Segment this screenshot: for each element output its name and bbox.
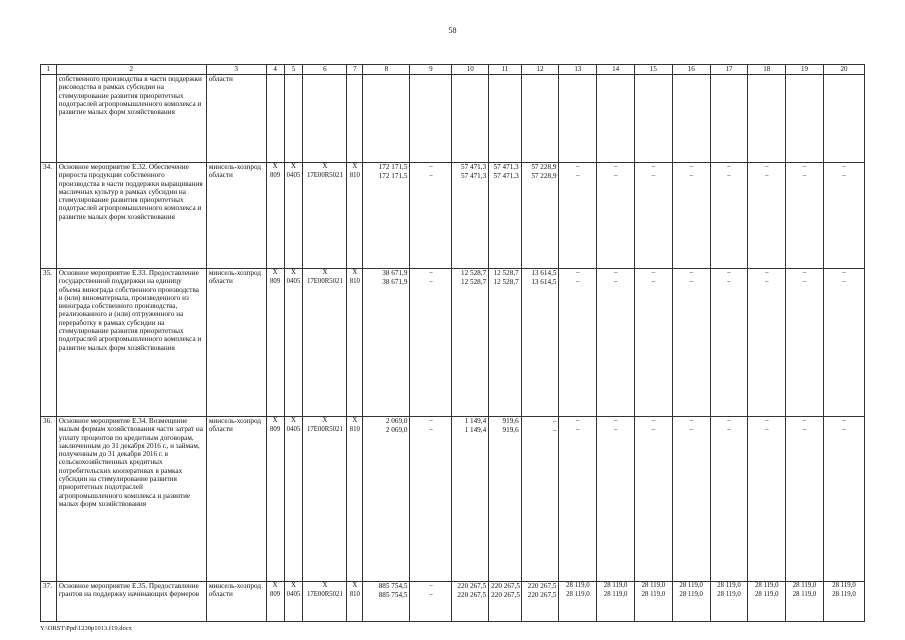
cell-line: 220 267,5 bbox=[527, 582, 557, 590]
cell-line: 13 614,5 bbox=[531, 269, 557, 277]
value-cell bbox=[597, 269, 635, 417]
cell-line: 220 267,5 bbox=[527, 590, 557, 599]
value-cell bbox=[748, 582, 786, 622]
measure-description: собственного производства в части поддержки рисоводства в рамках субсидии на стимулирование развития приоритетных подотраслей агропромышленного комплекса и развитие малых форм хозяйствования bbox=[56, 75, 206, 163]
cell-line: 28 119,0 bbox=[792, 590, 817, 598]
cell-line: – bbox=[576, 425, 580, 433]
cell-line: 809 bbox=[269, 590, 281, 598]
cell-line: 57 228,9 bbox=[531, 163, 557, 171]
responsible-body: минсель-хозпрод области bbox=[206, 269, 266, 417]
row-number: 35. bbox=[41, 269, 57, 417]
value-cell bbox=[521, 269, 559, 417]
cell-line: 57 471,3 bbox=[493, 163, 519, 171]
row-number bbox=[41, 75, 57, 163]
header-cell: 1 bbox=[41, 65, 57, 75]
cell-line: – bbox=[689, 269, 693, 276]
table-row bbox=[41, 269, 865, 417]
value-cell bbox=[710, 75, 748, 163]
value-cell bbox=[635, 75, 673, 163]
value-cell bbox=[363, 417, 410, 582]
cell-line: – bbox=[576, 171, 580, 179]
header-cell: 4 bbox=[266, 65, 284, 75]
value-cell bbox=[284, 163, 303, 269]
cell-line: X bbox=[290, 582, 296, 589]
cell-line: – bbox=[765, 171, 769, 179]
table-row bbox=[41, 417, 865, 582]
cell-line: 810 bbox=[349, 425, 360, 433]
cell-line: – bbox=[842, 269, 846, 276]
value-cell bbox=[347, 417, 363, 582]
cell-line: – bbox=[802, 163, 807, 170]
cell-line: 0405 bbox=[286, 171, 301, 179]
cell-line: 57 471,3 bbox=[493, 171, 519, 180]
value-cell bbox=[452, 75, 489, 163]
measure-description: Основное мероприятие Е.35. Предоставление грантов на поддержку начинающих фермеров bbox=[56, 582, 206, 622]
value-cell bbox=[363, 163, 410, 269]
header-cell: 12 bbox=[521, 65, 559, 75]
value-cell bbox=[597, 417, 635, 582]
value-cell bbox=[363, 582, 410, 622]
cell-line: – bbox=[613, 417, 618, 424]
value-cell bbox=[489, 269, 522, 417]
cell-line: 809 bbox=[269, 277, 281, 285]
value-cell bbox=[284, 417, 303, 582]
cell-line: 28 119,0 bbox=[717, 590, 741, 598]
cell-line: 57 471,3 bbox=[461, 163, 487, 171]
cell-line: – bbox=[613, 425, 618, 433]
value-cell bbox=[635, 269, 673, 417]
cell-line: 28 119,0 bbox=[717, 582, 741, 589]
value-cell bbox=[489, 582, 522, 622]
cell-line: – bbox=[429, 590, 433, 598]
cell-line: – bbox=[552, 425, 557, 434]
cell-line: – bbox=[429, 269, 433, 276]
cell-line: X bbox=[272, 582, 278, 589]
value-cell bbox=[303, 75, 347, 163]
cell-line: 810 bbox=[349, 590, 360, 598]
header-cell: 13 bbox=[559, 65, 597, 75]
cell-line: 919,6 bbox=[502, 417, 519, 425]
value-cell bbox=[559, 269, 597, 417]
value-cell bbox=[710, 417, 748, 582]
table-row bbox=[41, 582, 865, 622]
cell-line: 809 bbox=[269, 171, 281, 179]
value-cell bbox=[521, 417, 559, 582]
measure-description: Основное мероприятие Е.33. Предоставление государственной поддержки на единицу объема винограда собственного производства и (или) виноматериала, произведенного из винограда собственного производства, реализованного и (или) отгруженного на переработку в рамках субсидии на стимулирование развития приоритетных подотраслей агропромышленного комплекса и развитие малых форм хозяйствования bbox=[56, 269, 206, 417]
value-cell bbox=[347, 582, 363, 622]
cell-line: – bbox=[429, 425, 433, 433]
value-cell bbox=[635, 163, 673, 269]
header-cell: 10 bbox=[452, 65, 489, 75]
cell-line: – bbox=[727, 269, 731, 276]
cell-line: 12 528,7 bbox=[461, 269, 487, 277]
responsible-body: минсель-хозпрод области bbox=[206, 417, 266, 582]
cell-line: 220 267,5 bbox=[491, 582, 520, 590]
value-cell bbox=[672, 417, 710, 582]
cell-line: 28 119,0 bbox=[679, 590, 703, 598]
table-body bbox=[41, 65, 865, 622]
cell-line: – bbox=[689, 171, 693, 179]
cell-line: – bbox=[765, 425, 769, 433]
cell-line: – bbox=[765, 417, 769, 424]
cell-line: – bbox=[842, 417, 846, 424]
cell-line: X bbox=[272, 269, 278, 276]
header-cell: 8 bbox=[363, 65, 410, 75]
measure-description: Основное мероприятие Е.34. Возмещение малым формам хозяйствования части затрат на уплату процентов по кредитным договорам, заключенным до 31 декабря 2016 г., и займам, полученным до 31 декабря 2016 г. в сельскохозяйственных кредитных потребительских кооперативах в рамках субсидии на стимулирование развития приоритетных подотраслей агропромышленного комплекса и развитие малых форм хозяйствования bbox=[56, 417, 206, 582]
cell-line: – bbox=[689, 163, 693, 170]
cell-line: 885 754,5 bbox=[378, 582, 408, 590]
cell-line: X bbox=[322, 417, 328, 424]
value-cell bbox=[672, 582, 710, 622]
cell-line: 12 528,7 bbox=[493, 269, 519, 277]
cell-line: 57 228,9 bbox=[531, 171, 557, 180]
cell-line: 172 171,5 bbox=[378, 171, 408, 180]
cell-line: 1 149,4 bbox=[464, 417, 487, 425]
value-cell bbox=[748, 75, 786, 163]
responsible-body: области bbox=[206, 75, 266, 163]
value-cell bbox=[710, 582, 748, 622]
cell-line: X bbox=[352, 582, 358, 589]
cell-line: – bbox=[727, 277, 731, 285]
value-cell bbox=[823, 582, 864, 622]
value-cell bbox=[635, 417, 673, 582]
cell-line: 919,6 bbox=[502, 425, 519, 434]
cell-line: – bbox=[765, 163, 769, 170]
value-cell bbox=[347, 163, 363, 269]
value-cell bbox=[284, 269, 303, 417]
value-cell bbox=[266, 417, 284, 582]
cell-line: – bbox=[842, 163, 846, 170]
cell-line: 28 119,0 bbox=[641, 582, 666, 589]
cell-line: X bbox=[290, 163, 296, 170]
value-cell bbox=[786, 269, 824, 417]
cell-line: – bbox=[765, 269, 769, 276]
value-cell bbox=[748, 269, 786, 417]
cell-line: 220 267,5 bbox=[491, 590, 520, 599]
header-cell: 3 bbox=[206, 65, 266, 75]
value-cell bbox=[672, 163, 710, 269]
row-number: 37. bbox=[41, 582, 57, 622]
cell-line: X bbox=[272, 163, 278, 170]
value-cell bbox=[748, 417, 786, 582]
value-cell bbox=[410, 269, 452, 417]
value-cell bbox=[597, 75, 635, 163]
cell-line: 28 119,0 bbox=[792, 582, 817, 589]
cell-line: – bbox=[651, 163, 656, 170]
cell-line: 28 119,0 bbox=[566, 582, 590, 589]
value-cell bbox=[347, 269, 363, 417]
value-cell bbox=[303, 269, 347, 417]
value-cell bbox=[266, 75, 284, 163]
value-cell bbox=[559, 75, 597, 163]
cell-line: 28 119,0 bbox=[679, 582, 703, 589]
cell-line: – bbox=[429, 582, 433, 589]
cell-line: X bbox=[290, 417, 296, 424]
value-cell bbox=[452, 582, 489, 622]
cell-line: – bbox=[576, 277, 580, 285]
cell-line: 0405 bbox=[286, 277, 301, 285]
cell-line: X bbox=[322, 582, 328, 589]
header-cell: 2 bbox=[56, 65, 206, 75]
cell-line: 17Е00R5021 bbox=[306, 171, 343, 179]
cell-line: 220 267,5 bbox=[457, 582, 487, 590]
cell-line: – bbox=[842, 277, 846, 285]
cell-line: 810 bbox=[349, 171, 360, 179]
cell-line: 12 528,7 bbox=[461, 277, 487, 286]
cell-line: 2 069,0 bbox=[385, 417, 408, 425]
value-cell bbox=[489, 417, 522, 582]
value-cell bbox=[284, 582, 303, 622]
header-cell: 7 bbox=[347, 65, 363, 75]
cell-line: 38 671,9 bbox=[382, 277, 408, 286]
value-cell bbox=[410, 582, 452, 622]
value-cell bbox=[266, 163, 284, 269]
value-cell bbox=[410, 417, 452, 582]
value-cell bbox=[597, 163, 635, 269]
page-number: 58 bbox=[448, 26, 457, 35]
header-row bbox=[41, 65, 865, 75]
cell-line: 0405 bbox=[286, 590, 301, 598]
header-cell: 6 bbox=[303, 65, 347, 75]
value-cell bbox=[823, 75, 864, 163]
cell-line: X bbox=[290, 269, 296, 276]
cell-line: 17Е00R5021 bbox=[306, 590, 343, 598]
cell-line: 0405 bbox=[286, 425, 301, 433]
header-cell: 9 bbox=[410, 65, 452, 75]
cell-line: 57 471,3 bbox=[461, 171, 487, 180]
cell-line: – bbox=[842, 425, 846, 433]
value-cell bbox=[303, 582, 347, 622]
cell-line: – bbox=[802, 277, 807, 285]
row-number: 34. bbox=[41, 163, 57, 269]
value-cell bbox=[303, 417, 347, 582]
responsible-body: минсель-хозпрод области bbox=[206, 163, 266, 269]
cell-line: X bbox=[272, 417, 278, 424]
value-cell bbox=[635, 582, 673, 622]
value-cell bbox=[363, 269, 410, 417]
cell-line: 220 267,5 bbox=[457, 590, 487, 599]
cell-line: 28 119,0 bbox=[754, 590, 779, 598]
cell-line: – bbox=[651, 425, 656, 433]
cell-line: X bbox=[322, 163, 328, 170]
cell-line: 885 754,5 bbox=[378, 590, 408, 599]
value-cell bbox=[266, 269, 284, 417]
value-cell bbox=[597, 582, 635, 622]
cell-line: 2 069,0 bbox=[385, 425, 408, 434]
value-cell bbox=[710, 269, 748, 417]
value-cell bbox=[786, 417, 824, 582]
value-cell bbox=[489, 75, 522, 163]
header-cell: 20 bbox=[823, 65, 864, 75]
cell-line: 28 119,0 bbox=[641, 590, 666, 598]
cell-line: – bbox=[613, 269, 618, 276]
cell-line: – bbox=[727, 163, 731, 170]
value-cell bbox=[284, 75, 303, 163]
cell-line: – bbox=[613, 171, 618, 179]
cell-line: – bbox=[765, 277, 769, 285]
cell-line: 13 614,5 bbox=[531, 277, 557, 286]
cell-line: 810 bbox=[349, 277, 360, 285]
header-cell: 16 bbox=[672, 65, 710, 75]
cell-line: 809 bbox=[269, 425, 281, 433]
measure-description: Основное мероприятие Е.32. Обеспечение прироста продукции собственного производства в части поддержки выращивания масличных культур в рамках субсидии на стимулирование развития приоритетных подотраслей агропромышленного комплекса и развитие малых форм хозяйствования bbox=[56, 163, 206, 269]
header-cell: 19 bbox=[786, 65, 824, 75]
cell-line: – bbox=[613, 277, 618, 285]
cell-line: 1 149,4 bbox=[464, 425, 487, 434]
value-cell bbox=[521, 75, 559, 163]
cell-line: 28 119,0 bbox=[603, 590, 628, 598]
value-cell bbox=[710, 163, 748, 269]
header-cell: 18 bbox=[748, 65, 786, 75]
value-cell bbox=[559, 417, 597, 582]
cell-line: – bbox=[689, 417, 693, 424]
value-cell bbox=[410, 163, 452, 269]
cell-line: 17Е00R5021 bbox=[306, 425, 343, 433]
cell-line: – bbox=[802, 171, 807, 179]
value-cell bbox=[363, 75, 410, 163]
cell-line: X bbox=[322, 269, 328, 276]
cell-line: X bbox=[352, 417, 358, 424]
value-cell bbox=[559, 163, 597, 269]
cell-line: – bbox=[727, 425, 731, 433]
cell-line: – bbox=[576, 269, 580, 276]
responsible-body: минсель-хозпрод области bbox=[206, 582, 266, 622]
cell-line: – bbox=[613, 163, 618, 170]
value-cell bbox=[672, 75, 710, 163]
cell-line: – bbox=[429, 171, 433, 179]
cell-line: – bbox=[842, 171, 846, 179]
footer-path: Y:\ORST\Ppd\1230p1013.f19.docx bbox=[40, 625, 132, 632]
value-cell bbox=[347, 75, 363, 163]
value-cell bbox=[489, 163, 522, 269]
value-cell bbox=[452, 269, 489, 417]
header-cell: 17 bbox=[710, 65, 748, 75]
cell-line: – bbox=[727, 171, 731, 179]
table-row bbox=[41, 163, 865, 269]
cell-line: – bbox=[429, 277, 433, 285]
cell-line: – bbox=[802, 425, 807, 433]
cell-line: – bbox=[651, 417, 656, 424]
value-cell bbox=[786, 163, 824, 269]
cell-line: – bbox=[651, 277, 656, 285]
header-cell: 14 bbox=[597, 65, 635, 75]
cell-line: 28 119,0 bbox=[832, 590, 856, 598]
cell-line: – bbox=[689, 425, 693, 433]
value-cell bbox=[303, 163, 347, 269]
value-cell bbox=[823, 417, 864, 582]
value-cell bbox=[410, 75, 452, 163]
cell-line: 28 119,0 bbox=[754, 582, 779, 589]
value-cell bbox=[452, 417, 489, 582]
value-cell bbox=[559, 582, 597, 622]
cell-line: 17Е00R5021 bbox=[306, 277, 343, 285]
value-cell bbox=[786, 582, 824, 622]
cell-line: – bbox=[429, 163, 433, 170]
cell-line: – bbox=[802, 417, 807, 424]
value-cell bbox=[521, 163, 559, 269]
cell-line: – bbox=[576, 163, 580, 170]
budget-table bbox=[40, 64, 865, 622]
header-cell: 5 bbox=[284, 65, 303, 75]
cell-line: 12 528,7 bbox=[493, 277, 519, 286]
cell-line: 28 119,0 bbox=[603, 582, 628, 589]
cell-line: – bbox=[651, 171, 656, 179]
header-cell: 11 bbox=[489, 65, 522, 75]
cell-line: – bbox=[552, 417, 557, 425]
cell-line: – bbox=[651, 269, 656, 276]
value-cell bbox=[521, 582, 559, 622]
cell-line: – bbox=[727, 417, 731, 424]
cell-line: – bbox=[689, 277, 693, 285]
value-cell bbox=[452, 163, 489, 269]
header-cell: 15 bbox=[635, 65, 673, 75]
cell-line: 28 119,0 bbox=[566, 590, 590, 598]
value-cell bbox=[786, 75, 824, 163]
value-cell bbox=[266, 582, 284, 622]
row-number: 36. bbox=[41, 417, 57, 582]
value-cell bbox=[672, 269, 710, 417]
cell-line: – bbox=[429, 417, 433, 424]
cell-line: X bbox=[352, 163, 358, 170]
cell-line: 38 671,9 bbox=[382, 269, 408, 277]
value-cell bbox=[748, 163, 786, 269]
cell-line: 172 171,5 bbox=[378, 163, 408, 171]
cell-line: X bbox=[352, 269, 358, 276]
cell-line: – bbox=[802, 269, 807, 276]
table-row bbox=[41, 75, 865, 163]
value-cell bbox=[823, 163, 864, 269]
value-cell bbox=[823, 269, 864, 417]
cell-line: 28 119,0 bbox=[832, 582, 856, 589]
cell-line: – bbox=[576, 417, 580, 424]
